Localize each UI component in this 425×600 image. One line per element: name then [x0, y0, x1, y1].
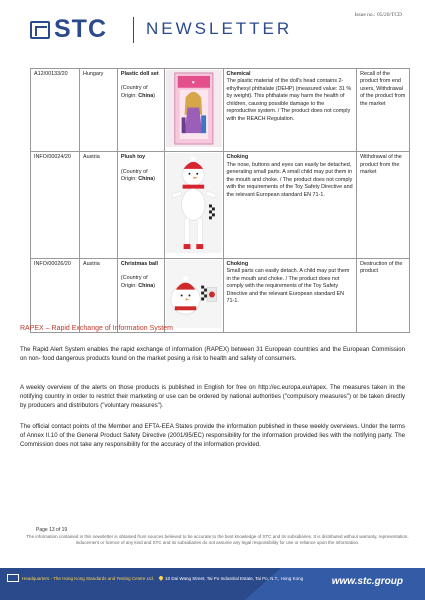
- stc-logo-text: STC: [54, 15, 107, 43]
- origin-country: China: [138, 176, 154, 183]
- headquarters-address: 10 Dai Wang Street, Tai Po Industrial Estate, Tai Po, N.T., Hong Kong: [165, 576, 304, 581]
- rapex-heading: RAPEX – Rapid Exchange of Information System: [20, 325, 173, 332]
- newsletter-title: NEWSLETTER: [146, 19, 293, 38]
- country-cell: Austria: [79, 152, 117, 258]
- rapex-paragraph-2: A weekly overview of the alerts on those products is published in English for free on http://ec.europa.eu/rapex. The measures taken in the notifying country in order to restrict their marketing or use can be ordered by national authorities ("compulsory measures") or be taken directly by producers and distributors ("voluntary measures").: [20, 384, 405, 410]
- product-name: Plush toy: [120, 154, 146, 161]
- christmas-ball-image: [166, 260, 222, 328]
- measures-cell: Recall of the product from end users, Withdrawal of the product from the market: [357, 69, 410, 152]
- product-cell: [117, 69, 164, 152]
- location-pin-icon: [158, 575, 164, 581]
- measures-cell: Withdrawal of the product from the market: [357, 152, 410, 258]
- risk-cell: [223, 258, 357, 332]
- origin-prefix: (Country of Origin:: [120, 275, 148, 289]
- headquarters-label: Headquarters - The Hong Kong Standards and Testing Centre Ltd.: [22, 576, 155, 581]
- reference-cell: A12/00133/20: [31, 69, 80, 152]
- issue-number: Issue no.: 05/20/TCD: [354, 12, 402, 18]
- footer-address-line: [22, 576, 303, 581]
- risk-description: The plastic material of the doll's head contains 2-ethylhexyl phthalate (DEHP) (measured value: 31 % by weight). This phthalate may harm the health of children, causing possible damage to the reproductive system. / The product does not comply with the REACH Regulation.: [226, 78, 352, 122]
- origin-suffix: ): [153, 176, 156, 183]
- risk-description: Small parts can easily detach. A child may put them in the mouth and choke. / The product does not comply with the requirements of the Toy Safety Directive and the relevant European standard EN 71-1.: [226, 268, 350, 305]
- table-row: [31, 258, 410, 332]
- risk-cell: [223, 152, 357, 258]
- reference-cell: INFO/00026/20: [31, 258, 80, 332]
- origin-suffix: ): [153, 92, 156, 99]
- header-divider: [133, 17, 134, 43]
- doll-set-image: [166, 70, 222, 147]
- risk-cell: [223, 69, 357, 152]
- product-photo-cell: [164, 258, 223, 332]
- product-cell: [117, 258, 164, 332]
- page-number: Page 13 of 19: [36, 527, 68, 533]
- origin-prefix: (Country of Origin:: [120, 168, 148, 183]
- origin-prefix: (Country of Origin:: [120, 85, 148, 99]
- website-link[interactable]: www.stc.group: [331, 576, 403, 587]
- product-photo-cell: [164, 152, 223, 258]
- table-row: [31, 152, 410, 258]
- svg-text:♥: ♥: [191, 80, 195, 86]
- stc-logo-icon: [30, 21, 50, 39]
- newsletter-header: [0, 0, 425, 50]
- stc-footer-logo-icon: [7, 574, 19, 582]
- rapex-paragraph-1: The Rapid Alert System enables the rapid exchange of information (RAPEX) between 31 European countries and the European Commission on non- food dangerous products found on the market posing a risk to health and safety of consumers.: [20, 346, 405, 363]
- country-cell: Hungary: [79, 69, 117, 152]
- origin-country: China: [138, 282, 154, 289]
- country-cell: Austria: [79, 258, 117, 332]
- risk-description: The nose, buttons and eyes can easily be detached, generating small parts. A small child may put them in the mouth and choke. / The product does not comply with the requirements of the Toy Safety Directive and the relevant European standard EN 71-1.: [226, 161, 353, 198]
- risk-title: Choking: [226, 260, 249, 267]
- product-name: Plastic doll set: [120, 71, 159, 77]
- rapex-paragraph-3: The official contact points of the Member and EFTA-EEA States provide the information published in these weekly overviews. Under the terms of Annex II.10 of the General Product Safety Directive (2001/95/EC) responsibility for the information provided lies with the notifying party. The Commission does not take any responsibility for the accuracy of the information provided.: [20, 423, 405, 449]
- footer-disclaimer: The information contained in this newsletter is obtained from sources believed to be accurate to the best knowledge of STC and its subsidiaries. It is distributed without warranty, representation, inducement or licence of any kind and STC and its subsidiaries do not assume any legal responsibility for use or reliance upon the information.: [26, 534, 409, 546]
- origin-suffix: ): [153, 282, 156, 289]
- risk-title: Chemical: [226, 71, 251, 77]
- risk-title: Choking: [226, 154, 249, 161]
- product-cell: [117, 152, 164, 258]
- measures-cell: Destruction of the product: [357, 258, 410, 332]
- product-photo-cell: [164, 69, 223, 152]
- recall-table: [30, 68, 410, 333]
- table-row: [31, 69, 410, 152]
- plush-toy-image: [166, 153, 222, 253]
- product-name: Christmas ball: [120, 260, 159, 267]
- origin-country: China: [138, 92, 154, 99]
- reference-cell: INFO/00024/20: [31, 152, 80, 258]
